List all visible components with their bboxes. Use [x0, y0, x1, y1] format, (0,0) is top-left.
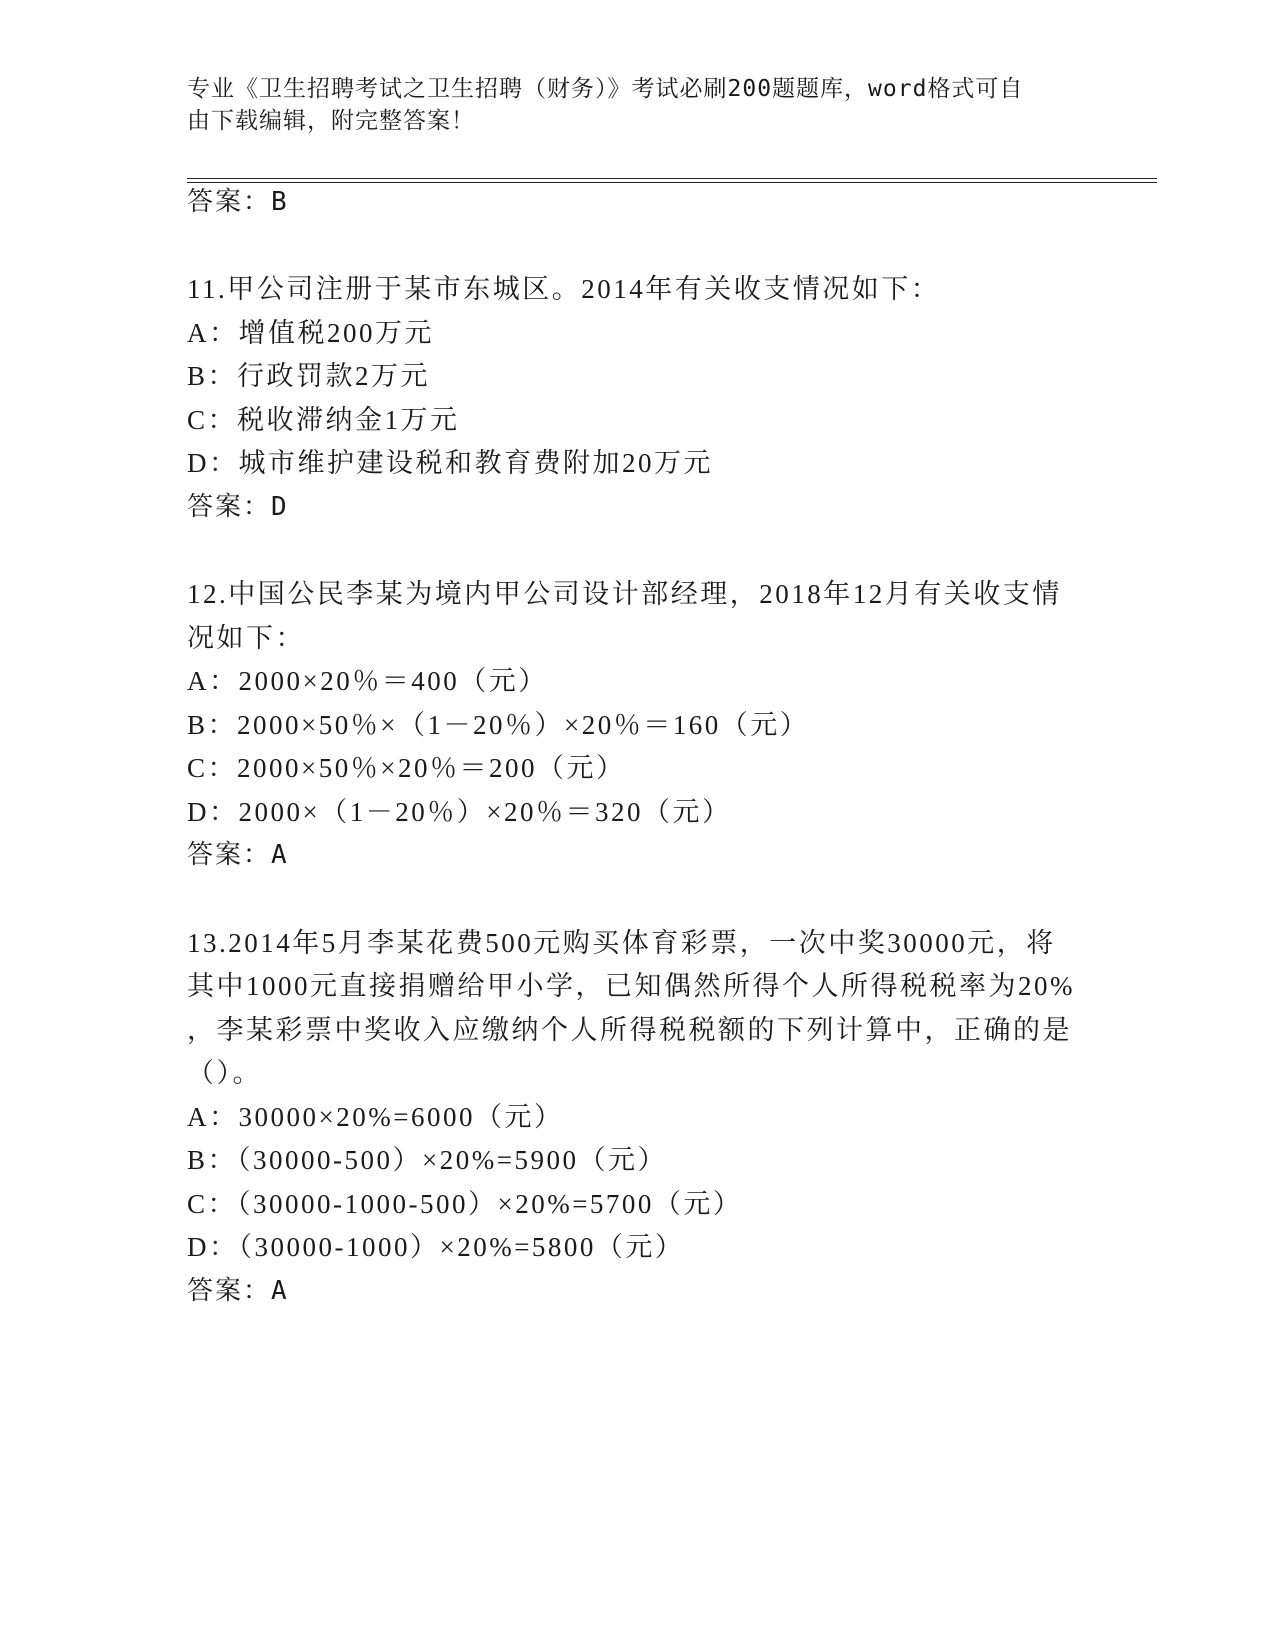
question-13-stem-line-1: 13.2014年5月李某花费500元购买体育彩票，一次中奖30000元，将	[187, 928, 1056, 958]
question-11-answer: 答案：D	[187, 492, 289, 522]
question-12-stem-line-1: 12.中国公民李某为境内甲公司设计部经理，2018年12月有关收支情	[187, 579, 1062, 609]
question-13-option-d: D：（30000-1000）×20%=5800（元）	[187, 1232, 685, 1262]
question-13-option-a: A：30000×20%=6000（元）	[187, 1102, 564, 1132]
question-13-option-b: B：（30000-500）×20%=5900（元）	[187, 1145, 667, 1175]
question-13-stem-line-4: （）。	[187, 1058, 262, 1088]
question-12-option-a: A：2000×20％＝400（元）	[187, 666, 548, 696]
question-13-answer: 答案：A	[187, 1276, 289, 1306]
header-divider-top	[187, 178, 1157, 179]
header-line-1: 专业《卫生招聘考试之卫生招聘（财务）》考试必刷200题题库，word格式可自	[187, 76, 1024, 102]
question-12-option-d: D：2000×（1－20％）×20％＝320（元）	[187, 797, 732, 827]
question-13-stem-line-3: ，李某彩票中奖收入应缴纳个人所得税税额的下列计算中，正确的是	[187, 1015, 1072, 1045]
question-13-stem-line-2: 其中1000元直接捐赠给甲小学，已知偶然所得个人所得税税率为20%	[187, 971, 1075, 1001]
question-11-option-d: D：城市维护建设税和教育费附加20万元	[187, 448, 713, 478]
document-header	[187, 73, 1067, 137]
question-11-option-c: C：税收滞纳金1万元	[187, 405, 460, 435]
previous-answer: 答案：B	[187, 187, 289, 217]
question-12-option-c: C：2000×50％×20％＝200（元）	[187, 753, 626, 783]
question-11-stem: 11.甲公司注册于某市东城区。2014年有关收支情况如下：	[187, 274, 941, 304]
question-11-option-a: A：增值税200万元	[187, 318, 434, 348]
header-line-2: 由下载编辑，附完整答案！	[187, 108, 475, 134]
header-divider-bottom	[187, 182, 1157, 183]
question-11-option-b: B：行政罚款2万元	[187, 361, 431, 391]
question-12-answer: 答案：A	[187, 840, 289, 870]
question-12-option-b: B：2000×50％×（1－20％）×20％＝160（元）	[187, 710, 810, 740]
question-12-stem-line-2: 况如下：	[187, 623, 305, 653]
question-13-option-c: C：（30000-1000-500）×20%=5700（元）	[187, 1189, 743, 1219]
